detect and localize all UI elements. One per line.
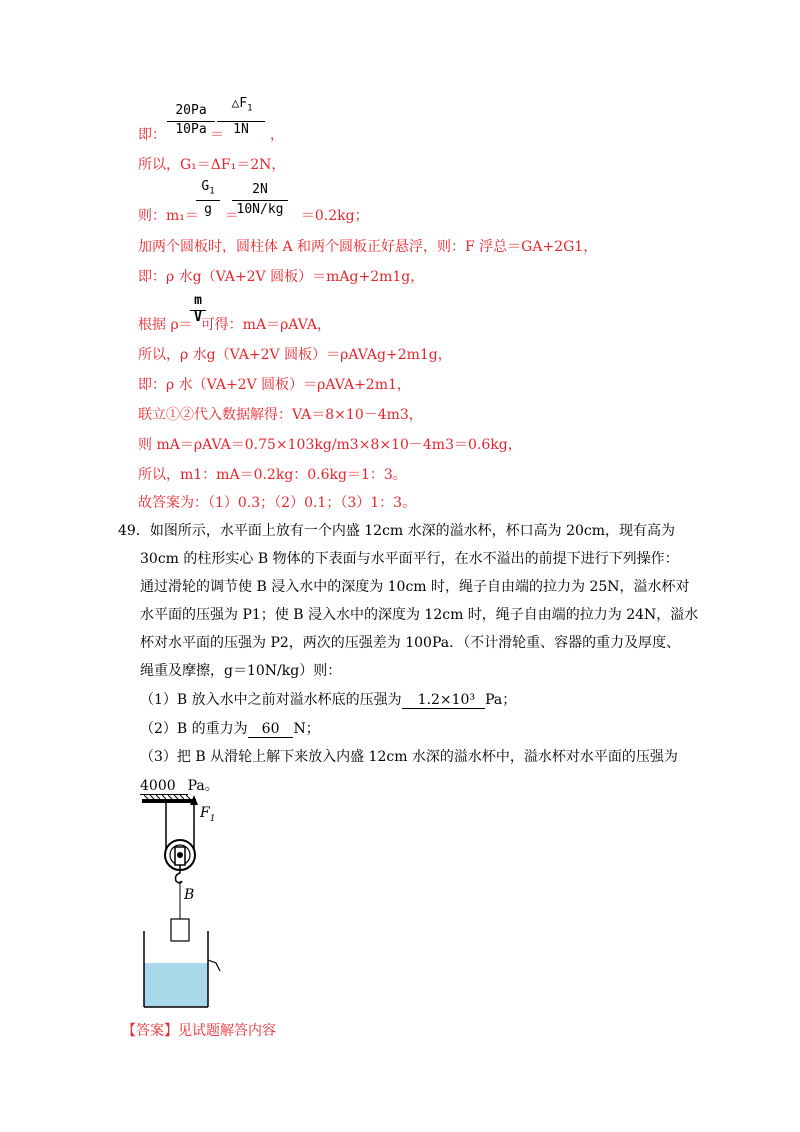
solution-line: 即： ＝ ，	[138, 127, 284, 143]
solution-line: 故答案为：（1）0.3；（2）0.1；（3）1：3。	[138, 495, 417, 511]
ceiling-hatch	[144, 795, 190, 799]
fraction-denominator: V	[194, 310, 202, 325]
fraction-denominator: g	[204, 202, 212, 217]
solution-line: 加两个圆板时，圆柱体 A 和两个圆板正好悬浮，则：F 浮总＝GA+2G1，	[138, 239, 598, 255]
water	[144, 963, 208, 1007]
answer-blank: 60	[248, 721, 294, 738]
fraction-denominator: 10Pa	[175, 122, 207, 137]
solution-line: 所以，ρ 水g（VA+2V 圆板）＝ρAVAg+2m1g，	[138, 347, 452, 363]
overflow-spout	[208, 960, 220, 971]
solution-line: 则 mA＝ρAVA＝0.75×103kg/m3×8×10－4m3＝0.6kg，	[138, 437, 522, 453]
question-text: 通过滑轮的调节使 B 浸入水中的深度为 10cm 时，绳子自由端的拉力为 25N，溢水杯对	[140, 579, 690, 595]
fraction-numerator: $\triangle F_1$	[231, 96, 253, 114]
block-b	[171, 919, 189, 941]
sub-question-2: （2）B 的重力为 60 N；	[140, 721, 320, 737]
fraction-numerator: 20Pa	[175, 103, 207, 118]
question-text: 杯对水平面的压强为 P2，两次的压强差为 100Pa．（不计滑轮重、容器的重力及厚度、	[140, 635, 681, 651]
question-text: 49．如图所示，水平面上放有一个内盛 12cm 水深的溢水杯，杯口高为 20cm，现有高为	[118, 523, 676, 539]
answer-blank: 1.2×10³	[402, 692, 485, 709]
solution-line: 即：ρ 水g（VA+2V 圆板）＝mAg+2m1g，	[138, 269, 425, 285]
sub-question-3-answer: 4000 Pa。	[140, 778, 219, 794]
question-text: 水平面的压强为 P1；使 B 浸入水中的深度为 12cm 时，绳子自由端的拉力为 24N，溢水	[140, 607, 699, 623]
sub-question-3: （3）把 B 从滑轮上解下来放入内盛 12cm 水深的溢水杯中，溢水杯对水平面的压强为	[140, 749, 678, 765]
answer-line	[122, 1020, 276, 1040]
solution-line: 即：ρ 水（VA+2V 圆板）＝ρAVA+2m1，	[138, 377, 411, 393]
solution-line: 所以，G₁＝ΔF₁＝2N，	[138, 157, 286, 173]
solution-line: 所以，m1：mA＝0.2kg：0.6kg＝1：3。	[138, 467, 407, 483]
fraction-numerator: $G_1$	[201, 179, 215, 197]
fraction-denominator: 10N/kg	[236, 202, 284, 217]
pulley-figure	[130, 795, 250, 1015]
fraction-bar	[232, 200, 288, 201]
fraction-bar	[196, 200, 220, 201]
question-text: 30cm 的柱形实心 B 物体的下表面与水平面平行，在水不溢出的前提下进行下列操作：	[140, 551, 679, 567]
fraction-numerator: m	[194, 293, 202, 308]
question-text: 绳重及摩擦，g＝10N/kg）则：	[140, 663, 342, 679]
answer-text: 见试题解答内容	[178, 1023, 276, 1039]
answer-tag: 【答案】	[122, 1023, 178, 1039]
solution-line: 根据 ρ＝ 可得：mA＝ρAVA，	[138, 317, 331, 333]
sub-question-1: （1）B 放入水中之前对溢水杯底的压强为 1.2×10³ Pa；	[140, 692, 517, 708]
force-label: $F_1$	[200, 805, 216, 824]
fraction-denominator: 1N	[233, 122, 249, 137]
fraction-numerator: 2N	[252, 182, 268, 197]
ceiling-support	[142, 799, 196, 803]
answer-blank: 4000	[140, 778, 188, 795]
solution-line: 联立①②代入数据解得：VA＝8×10－4m3，	[138, 407, 423, 423]
pulley-diagram	[130, 795, 250, 1015]
object-label: B	[184, 887, 195, 903]
solution-line: 则：m₁＝ ＝ ＝0.2kg；	[138, 208, 369, 224]
